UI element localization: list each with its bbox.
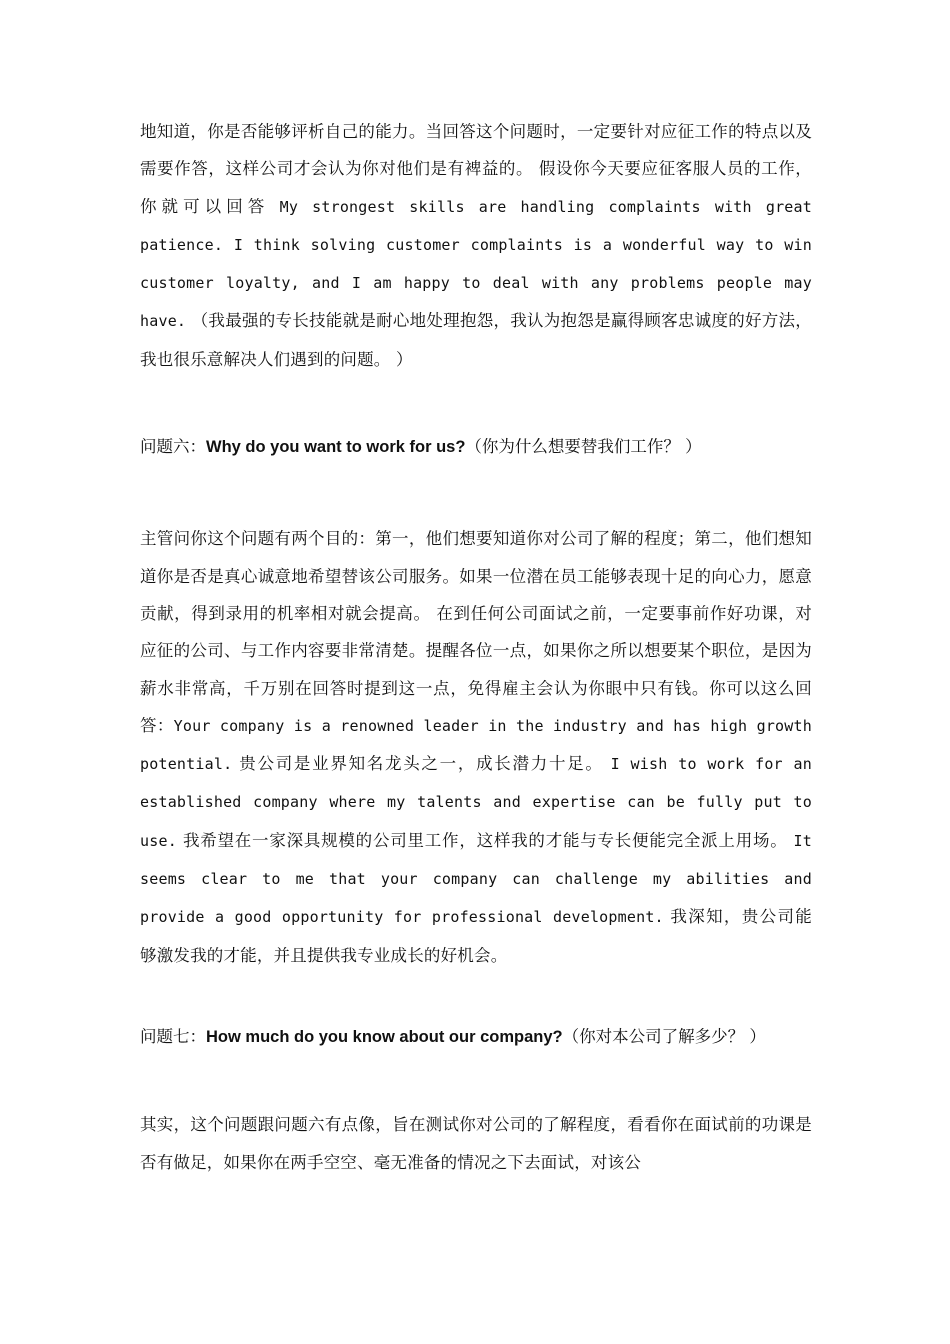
text-en-answer-2: I wish to work for an established company where my talents and expertise can be fully put to use. — [140, 755, 812, 850]
document-page — [140, 113, 812, 1181]
question-translation: （你为什么想要替我们工作？ ） — [465, 437, 702, 457]
spacer — [140, 378, 812, 428]
spacer — [140, 1056, 812, 1106]
question-six-heading — [140, 428, 812, 466]
text-en-answer: My strongest skills are handling complaints with great patience. I think solving customer complaints is a wonderful way to win customer loyalty, and I am happy to deal with any problems people may have. — [140, 197, 812, 331]
paragraph-skills-answer — [140, 113, 812, 378]
question-seven-heading — [140, 1018, 812, 1056]
question-english: Why do you want to work for us? — [206, 438, 466, 457]
paragraph-why-work-for-us — [140, 520, 812, 974]
text-zh-translation: （我最强的专长技能就是耐心地处理抱怨，我认为抱怨是赢得顾客忠诚度的好方法，我也很乐意解决人们遇到的问题。 ） — [140, 311, 812, 369]
question-prefix: 问题六： — [140, 437, 206, 457]
spacer — [140, 466, 812, 520]
question-prefix: 问题七： — [140, 1026, 206, 1046]
paragraph-know-about-company — [140, 1106, 812, 1181]
text-zh-translation-3: 我深知，贵公司能够激发我的才能，并且提供我专业成长的好机会。 — [140, 907, 812, 965]
text-zh-translation-2: 我希望在一家深具规模的公司里工作，这样我的才能与专长便能完全派上用场。 — [176, 830, 794, 850]
question-translation: （你对本公司了解多少？ ） — [562, 1026, 766, 1046]
spacer — [140, 974, 812, 1018]
text-zh-translation-1: 贵公司是业界知名龙头之一，成长潜力十足。 — [232, 754, 611, 774]
text-en-answer-3: It seems clear to me that your company can challenge my abilities and provide a good opportunity for professional development. — [140, 831, 812, 927]
text-en-answer-1: Your company is a renowned leader in the industry and has high growth potential. — [140, 716, 812, 774]
text-zh: 地知道，你是否能够评析自己的能力。当回答这个问题时，一定要针对应征工作的特点以及需要作答，这样公司才会认为你对他们是有裨益的。 假设你今天要应征客服人员的工作，你就可以回答 — [140, 122, 812, 216]
text-zh: 其实，这个问题跟问题六有点像，旨在测试你对公司的了解程度，看看你在面试前的功课是否有做足，如果你在两手空空、毫无准备的情况之下去面试，对该公 — [140, 1115, 812, 1172]
text-zh: 主管问你这个问题有两个目的：第一，他们想要知道你对公司了解的程度；第二，他们想知道你是否是真心诚意地希望替该公司服务。如果一位潜在员工能够表现十足的向心力，愿意贡献，得到录用的机率相对就会提高。 在到任何公司面试之前，一定要事前作好功课，对应征的公司、与工作内容要非常清楚。提醒各位一点，如果你之所以想要某个职位，是因为薪水非常高，千万别在回答时提到这一点，免得雇主会认为你眼中只有钱。你可以这么回答： — [140, 529, 812, 735]
question-english: How much do you know about our company? — [206, 1027, 563, 1046]
